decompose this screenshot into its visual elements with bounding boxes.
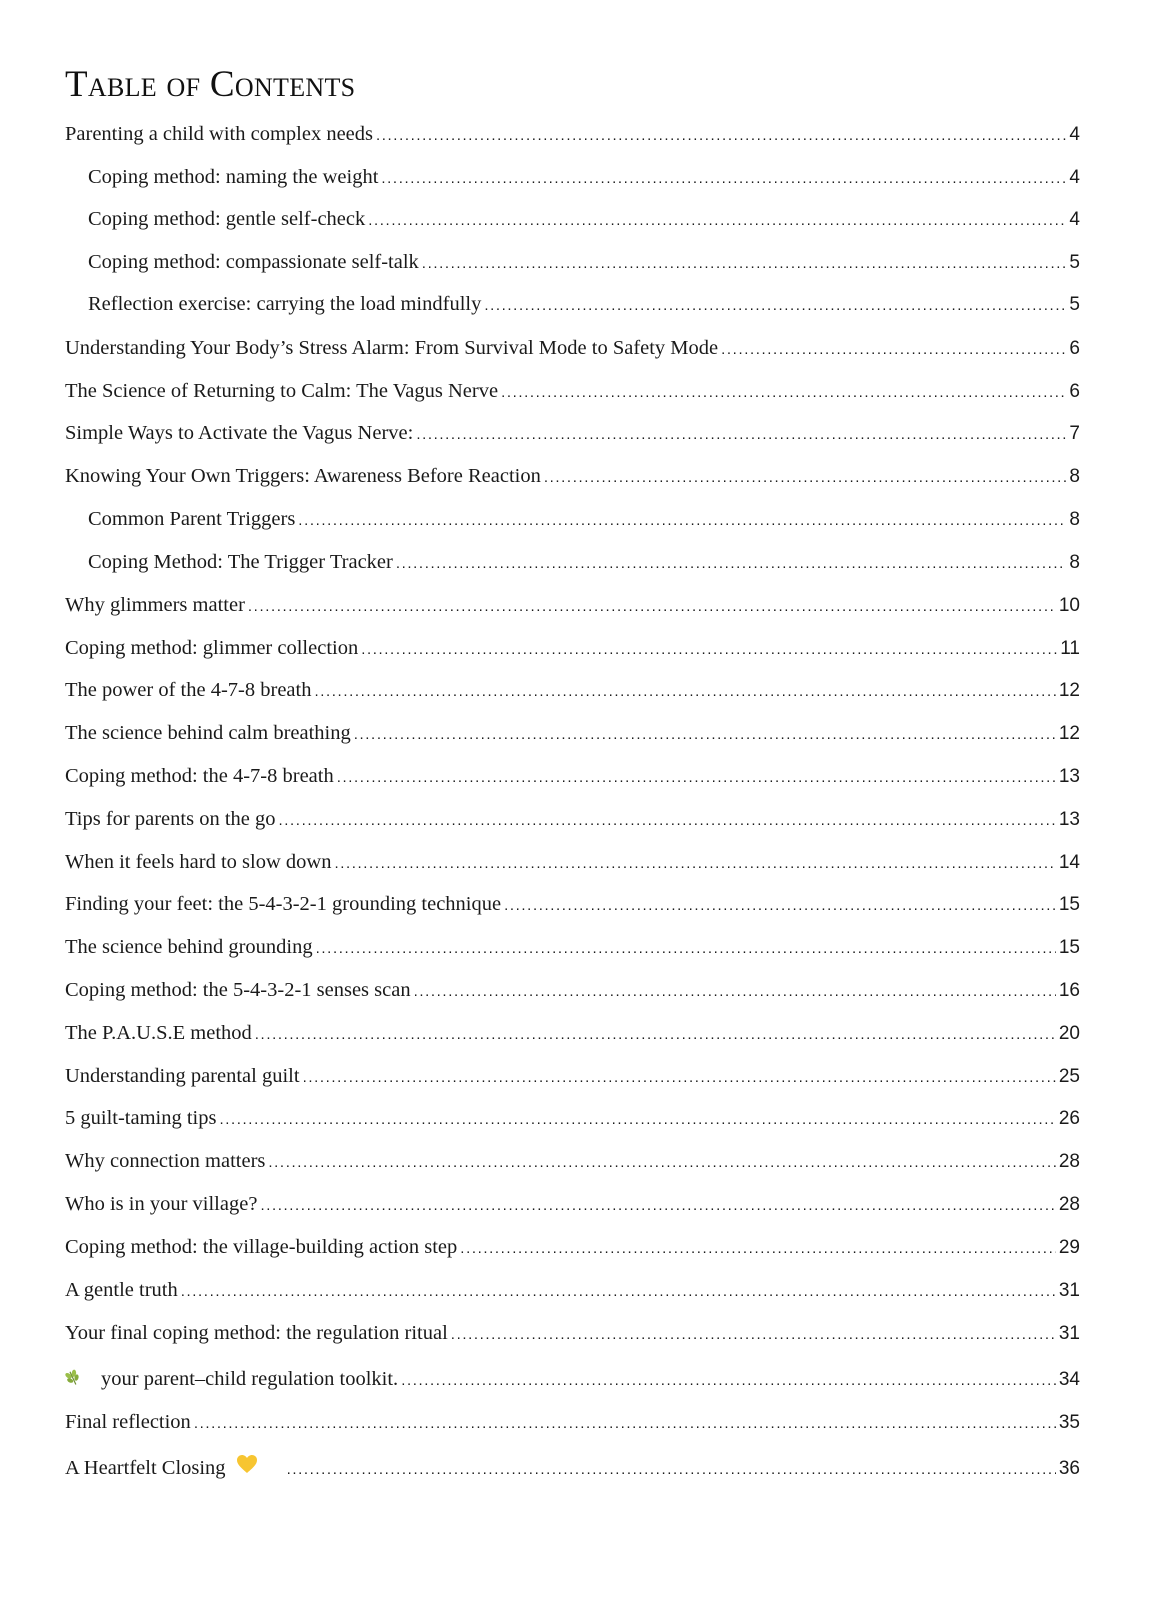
toc-page-number: 7 xyxy=(1069,423,1080,444)
toc-entry-text: Parenting a child with complex needs xyxy=(65,123,373,145)
toc-entry-text: Final reflection xyxy=(65,1411,191,1433)
dot-leader xyxy=(303,1063,1056,1093)
dot-leader xyxy=(721,335,1066,365)
toc-entry-text: Why glimmers matter xyxy=(65,594,245,616)
toc-page-number: 29 xyxy=(1058,1237,1080,1258)
dot-leader xyxy=(460,1234,1056,1264)
toc-entry-why-connection-matters[interactable] xyxy=(65,1146,1080,1176)
toc-entry-parenting-complex-needs[interactable] xyxy=(65,119,1080,149)
leaf-icon xyxy=(60,1362,93,1398)
toc-page-number: 5 xyxy=(1069,252,1080,273)
toc-entry-text: The science behind grounding xyxy=(65,936,313,958)
toc-entry-text: Why connection matters xyxy=(65,1150,266,1172)
yellow-heart-icon xyxy=(236,1453,258,1483)
dot-leader xyxy=(287,1455,1056,1485)
dot-leader xyxy=(381,164,1066,194)
dot-leader xyxy=(414,977,1056,1007)
toc-page-number: 8 xyxy=(1069,509,1080,530)
toc-entry-knowing-triggers[interactable] xyxy=(65,461,1080,491)
toc-page-number: 28 xyxy=(1058,1194,1080,1215)
dot-leader xyxy=(334,849,1055,879)
toc-entry-village-building[interactable] xyxy=(65,1232,1080,1262)
toc-page-number: 26 xyxy=(1058,1108,1080,1129)
toc-entry-text: Coping method: compassionate self-talk xyxy=(88,251,419,273)
toc-entry-text: Understanding Your Body’s Stress Alarm: From Survival Mode to Safety Mode xyxy=(65,337,719,359)
toc-entry-text: The P.A.U.S.E method xyxy=(65,1022,252,1044)
toc-entry-text: When it feels hard to slow down xyxy=(65,851,332,873)
toc-entry-science-grounding[interactable] xyxy=(65,932,1080,962)
toc-page-number: 4 xyxy=(1069,209,1080,230)
toc-entry-coping-478-breath[interactable] xyxy=(65,761,1080,791)
toc-entry-carrying-the-load[interactable] xyxy=(88,289,1080,319)
toc-entry-text: Knowing Your Own Triggers: Awareness Before Reaction xyxy=(65,465,541,487)
dot-leader xyxy=(219,1105,1055,1135)
toc-entry-why-glimmers-matter[interactable] xyxy=(65,590,1080,620)
toc-entry-pause-method[interactable] xyxy=(65,1018,1080,1048)
dot-leader xyxy=(376,121,1066,151)
toc-entry-gentle-self-check[interactable] xyxy=(88,204,1080,234)
toc-page-number: 34 xyxy=(1058,1369,1080,1390)
dot-leader xyxy=(298,506,1066,536)
toc-entry-text: Coping method: naming the weight xyxy=(88,166,379,188)
toc-page-number: 36 xyxy=(1058,1458,1080,1479)
dot-leader xyxy=(401,1366,1056,1396)
toc-entry-stress-alarm[interactable] xyxy=(65,333,1080,363)
toc-page-number: 25 xyxy=(1058,1066,1080,1087)
toc-entry-text: Coping method: the village-building action step xyxy=(65,1236,458,1258)
toc-entry-activate-vagus-nerve[interactable] xyxy=(65,418,1080,448)
toc-entry-text: Who is in your village? xyxy=(65,1193,258,1215)
dot-leader xyxy=(504,891,1056,921)
dot-leader xyxy=(337,763,1056,793)
toc-entry-hard-to-slow-down[interactable] xyxy=(65,847,1080,877)
dot-leader xyxy=(268,1148,1055,1178)
toc-entry-text: The science behind calm breathing xyxy=(65,722,351,744)
toc-entry-vagus-nerve-science[interactable] xyxy=(65,376,1080,406)
toc-entry-text: A gentle truth xyxy=(65,1279,178,1301)
dot-leader xyxy=(248,592,1056,622)
toc-entry-text: The Science of Returning to Calm: The Vagus Nerve xyxy=(65,380,499,402)
toc-entry-glimmer-collection[interactable] xyxy=(65,633,1080,663)
dot-leader xyxy=(255,1020,1056,1050)
dot-leader xyxy=(314,677,1055,707)
toc-entry-text: your parent–child regulation toolkit. xyxy=(101,1368,399,1390)
toc-entry-senses-scan[interactable] xyxy=(65,975,1080,1005)
toc-page-number: 4 xyxy=(1069,167,1080,188)
toc-page-number: 5 xyxy=(1069,294,1080,315)
toc-page-number: 31 xyxy=(1058,1280,1080,1301)
toc-page-number: 11 xyxy=(1060,638,1080,659)
toc-entry-grounding-technique[interactable] xyxy=(65,889,1080,919)
toc-entry-your-village[interactable] xyxy=(65,1189,1080,1219)
dot-leader xyxy=(396,549,1067,579)
toc-entry-text: Coping method: the 5-4-3-2-1 senses scan xyxy=(65,979,411,1001)
toc-page-number: 8 xyxy=(1069,466,1080,487)
toc-page-number: 10 xyxy=(1058,595,1080,616)
dot-leader xyxy=(422,249,1067,279)
toc-page-number: 28 xyxy=(1058,1151,1080,1172)
toc-page-number: 20 xyxy=(1058,1023,1080,1044)
toc-entry-heartfelt-closing[interactable] xyxy=(65,1453,1080,1483)
toc-entry-common-parent-triggers[interactable] xyxy=(88,504,1080,534)
dot-leader xyxy=(361,635,1057,665)
toc-entry-text: Common Parent Triggers xyxy=(88,508,296,530)
toc-entry-parental-guilt[interactable] xyxy=(65,1061,1080,1091)
toc-entry-text: Tips for parents on the go xyxy=(65,808,276,830)
toc-entry-science-calm-breathing[interactable] xyxy=(65,718,1080,748)
toc-page-number: 31 xyxy=(1058,1323,1080,1344)
toc-page-number: 13 xyxy=(1058,809,1080,830)
toc-entry-naming-the-weight[interactable] xyxy=(88,162,1080,192)
dot-leader xyxy=(194,1409,1056,1439)
dot-leader xyxy=(181,1277,1056,1307)
toc-entry-trigger-tracker[interactable] xyxy=(88,547,1080,577)
dot-leader xyxy=(501,378,1066,408)
dot-leader xyxy=(316,934,1056,964)
toc-entry-text: Understanding parental guilt xyxy=(65,1065,300,1087)
toc-page-number: 35 xyxy=(1058,1412,1080,1433)
toc-entry-text: A Heartfelt Closing xyxy=(65,1457,226,1479)
toc-entry-text: Finding your feet: the 5-4-3-2-1 grounding technique xyxy=(65,893,502,915)
toc-entry-guilt-taming-tips[interactable] xyxy=(65,1103,1080,1133)
toc-entry-text: Coping method: gentle self-check xyxy=(88,208,366,230)
toc-entry-compassionate-self-talk[interactable] xyxy=(88,247,1080,277)
toc-entry-text: Your final coping method: the regulation ritual xyxy=(65,1322,448,1344)
dot-leader xyxy=(354,720,1056,750)
toc-page-number: 12 xyxy=(1058,723,1080,744)
toc-entry-regulation-toolkit[interactable] xyxy=(65,1364,1080,1394)
toc-page-number: 6 xyxy=(1069,338,1080,359)
toc-page-number: 15 xyxy=(1058,937,1080,958)
toc-page-number: 12 xyxy=(1058,680,1080,701)
toc-page-number: 13 xyxy=(1058,766,1080,787)
dot-leader xyxy=(260,1191,1055,1221)
toc-page-number: 15 xyxy=(1058,894,1080,915)
dot-leader xyxy=(416,420,1066,450)
toc-entry-text: Simple Ways to Activate the Vagus Nerve: xyxy=(65,422,414,444)
toc-entry-text: Coping method: the 4-7-8 breath xyxy=(65,765,334,787)
toc-entry-regulation-ritual[interactable] xyxy=(65,1318,1080,1348)
toc-entry-text: Coping method: glimmer collection xyxy=(65,637,359,659)
dot-leader xyxy=(451,1320,1056,1350)
toc-entry-text: Coping Method: The Trigger Tracker xyxy=(88,551,393,573)
toc-page-number: 6 xyxy=(1069,381,1080,402)
toc-entry-text: 5 guilt-taming tips xyxy=(65,1107,217,1129)
toc-entry-gentle-truth[interactable] xyxy=(65,1275,1080,1305)
page-title: Table of Contents xyxy=(65,64,356,105)
dot-leader xyxy=(279,806,1056,836)
toc-entry-text: Reflection exercise: carrying the load mindfully xyxy=(88,293,482,315)
toc-entry-final-reflection[interactable] xyxy=(65,1407,1080,1437)
toc-page-number: 8 xyxy=(1069,552,1080,573)
toc-entry-tips-on-the-go[interactable] xyxy=(65,804,1080,834)
dot-leader xyxy=(544,463,1067,493)
toc-page-number: 14 xyxy=(1058,852,1080,873)
dot-leader xyxy=(368,206,1066,236)
toc-page-number: 16 xyxy=(1058,980,1080,1001)
toc-entry-power-of-478-breath[interactable] xyxy=(65,675,1080,705)
dot-leader xyxy=(484,291,1066,321)
toc-entry-text: The power of the 4-7-8 breath xyxy=(65,679,312,701)
toc-page-number: 4 xyxy=(1069,124,1080,145)
